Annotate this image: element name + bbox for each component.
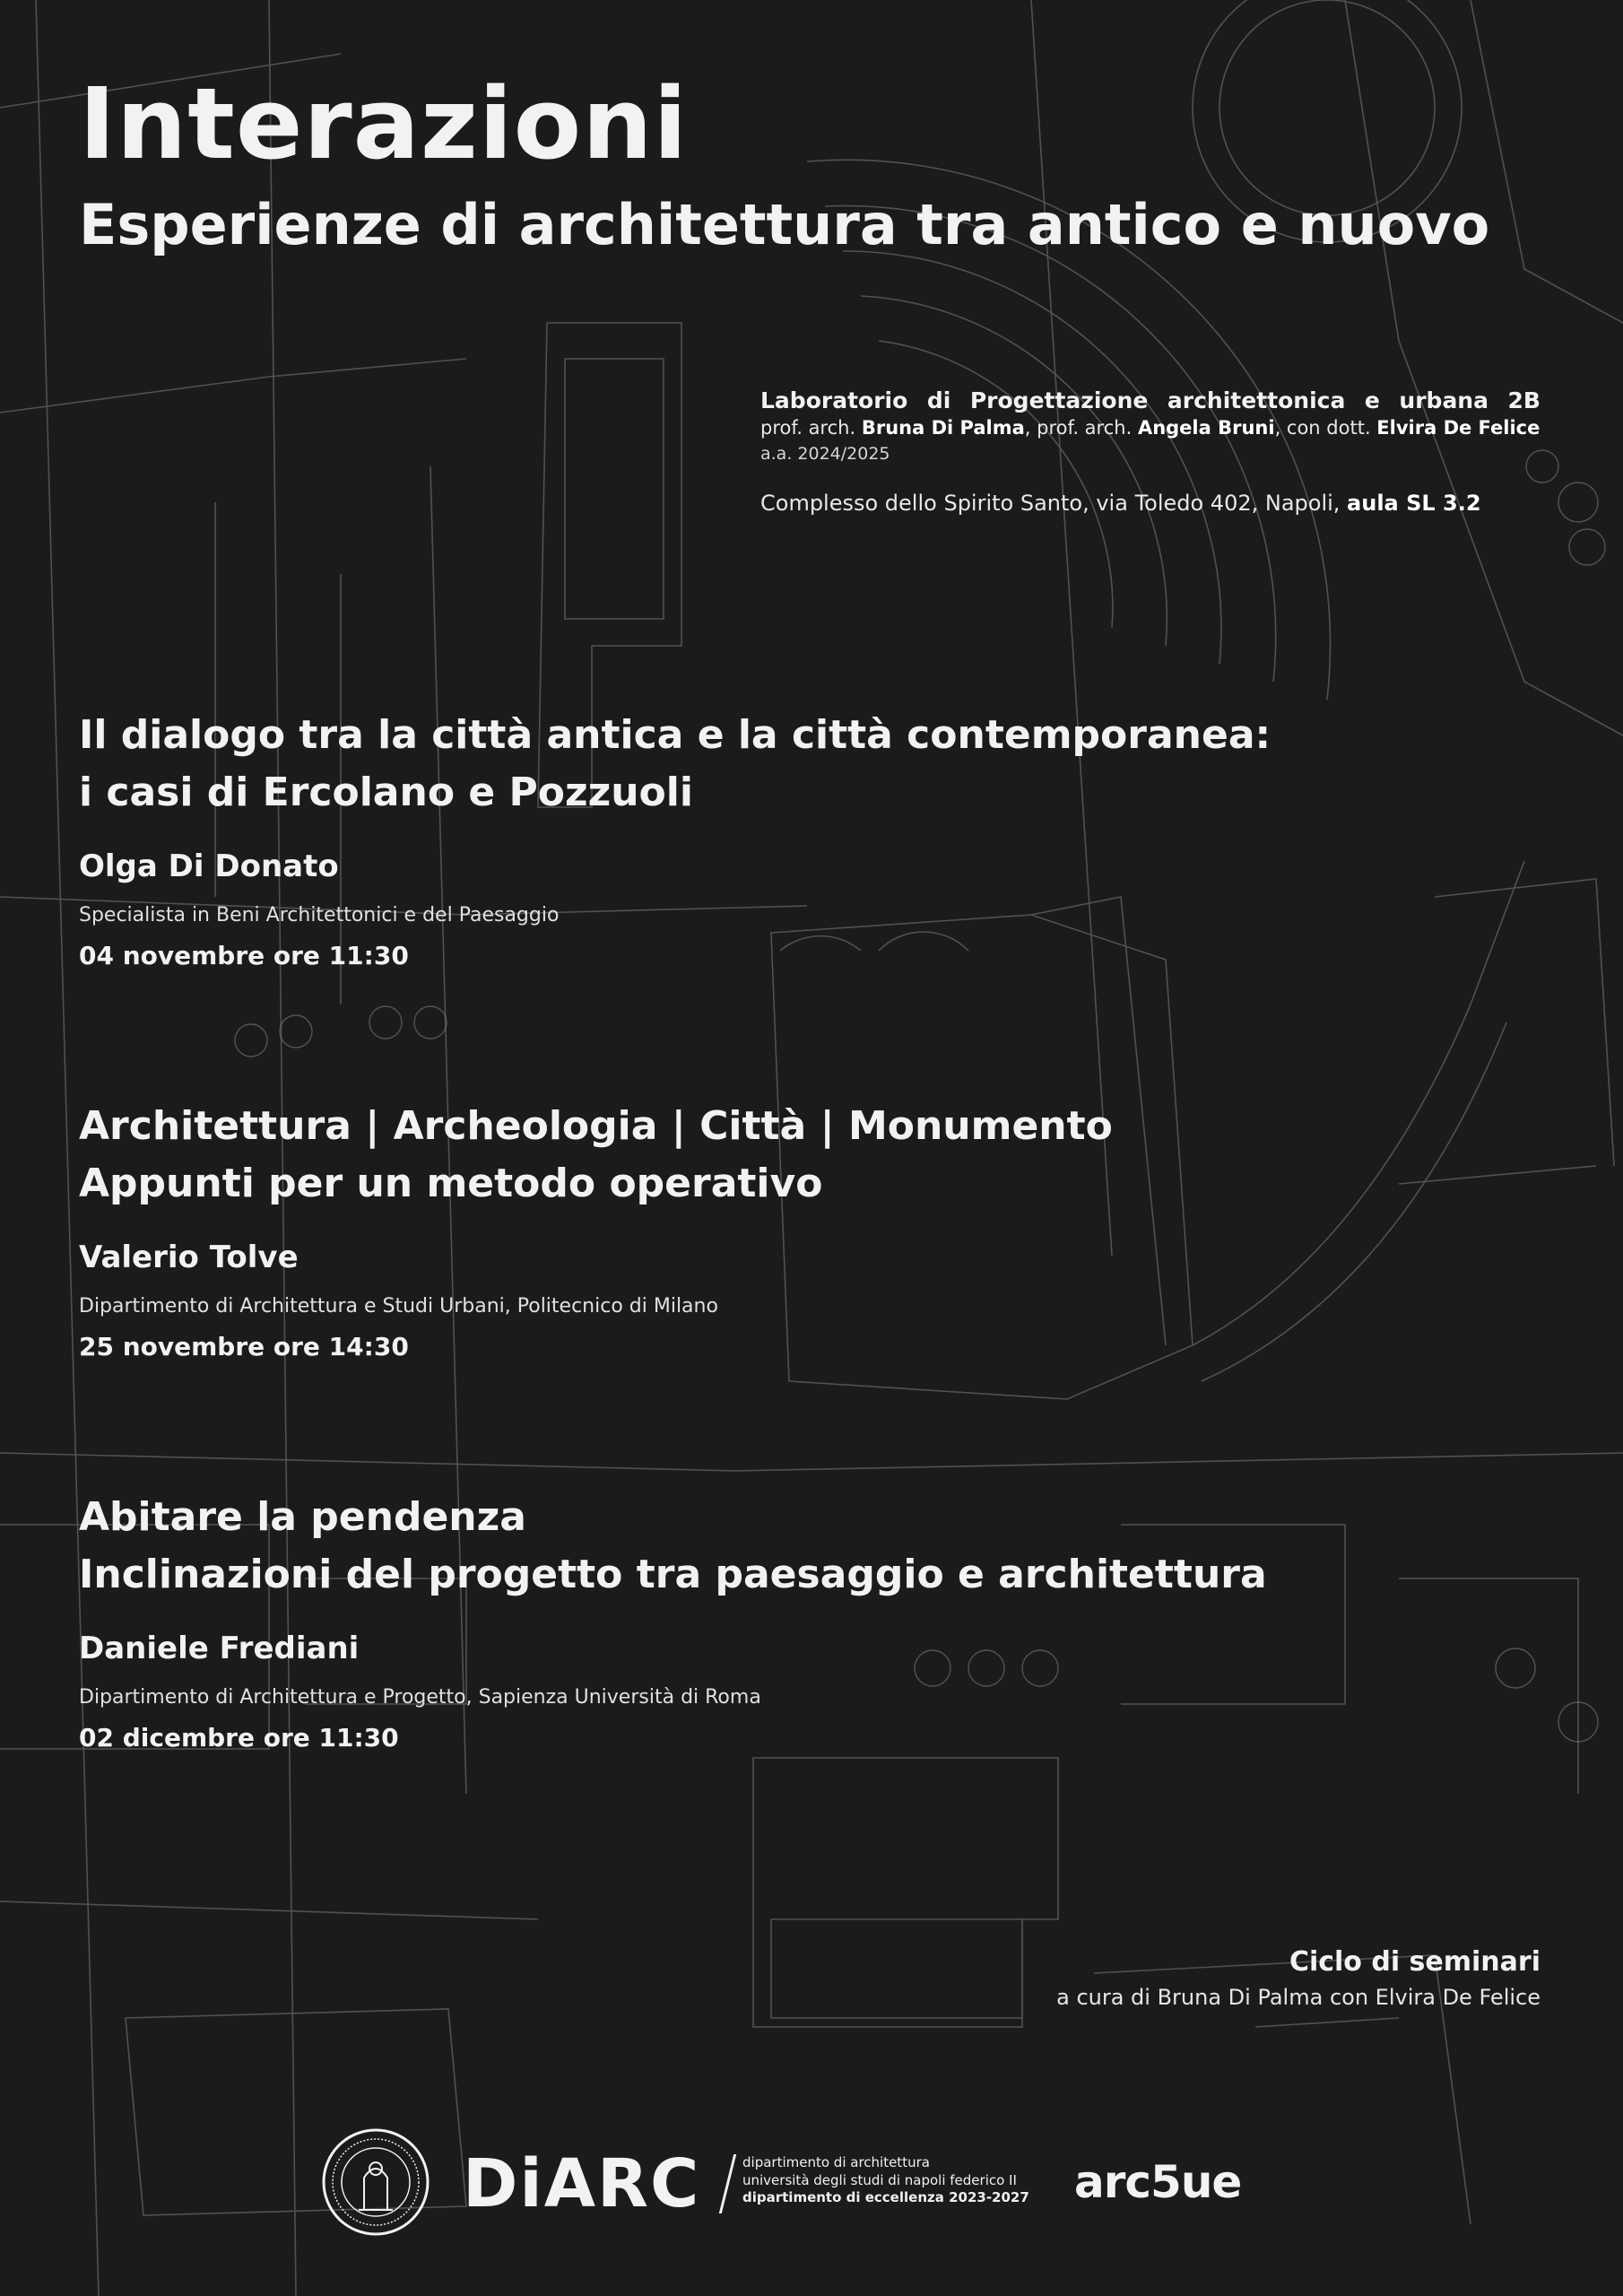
seminar-date: 02 dicembre ore 11:30: [79, 1722, 399, 1752]
cycle-title: Ciclo di seminari: [1289, 1946, 1541, 1978]
professors: prof. arch. Bruna Di Palma, prof. arch. Angela Bruni, con dott. Elvira De Felice: [760, 417, 1541, 439]
seminar-speaker: Valerio Tolve: [79, 1239, 299, 1275]
university-seal-icon: [321, 2127, 430, 2237]
seminar-3: [79, 1489, 1424, 1752]
academic-year: a.a. 2024/2025: [760, 444, 890, 464]
professor-name: Bruna Di Palma: [861, 417, 1025, 439]
lab-name: Laboratorio di Progettazione architettonica e urbana 2B: [760, 387, 1541, 413]
seminar-affiliation: Specialista in Beni Architettonici e del Paesaggio: [79, 903, 560, 926]
seminar-1: [79, 707, 1424, 970]
room: aula SL 3.2: [1347, 491, 1481, 516]
seminar-affiliation: Dipartimento di Architettura e Studi Urbani, Politecnico di Milano: [79, 1294, 718, 1318]
seminar-speaker: Daniele Frediani: [79, 1630, 360, 1666]
seminar-title: Il dialogo tra la città antica e la città contemporanea: i casi di Ercolano e Pozzuoli: [79, 712, 1271, 815]
venue: Complesso dello Spirito Santo, via Toledo 402, Napoli, aula SL 3.2: [760, 491, 1481, 516]
page-subtitle: Esperienze di architettura tra antico e nuovo: [79, 192, 1490, 257]
seminar-date: 04 novembre ore 11:30: [79, 940, 409, 970]
course-info: [760, 387, 1541, 516]
seminar-affiliation: Dipartimento di Architettura e Progetto, Sapienza Università di Roma: [79, 1685, 761, 1709]
diarc-caption: dipartimento di architettura università degli studi di napoli federico II dipartimento di eccellenza 2023-2027: [742, 2154, 1029, 2205]
cycle-curators: a cura di Bruna Di Palma con Elvira De Felice: [1056, 1985, 1541, 2010]
seminar-speaker: Olga Di Donato: [79, 848, 339, 884]
diarc-logo: DiARC: [463, 2145, 701, 2222]
seminar-2: [79, 1098, 1424, 1361]
page-title: Interazioni: [79, 66, 689, 181]
seminar-title: Architettura | Archeologia | Città | Monumento Appunti per un metodo operativo: [79, 1103, 1113, 1206]
assistant-name: Elvira De Felice: [1376, 417, 1541, 439]
professor-name: Angela Bruni: [1137, 417, 1275, 439]
seminar-cycle: [1056, 1946, 1541, 2010]
logo-divider: [719, 2154, 736, 2213]
seminar-title: Abitare la pendenza Inclinazioni del progetto tra paesaggio e architettura: [79, 1494, 1267, 1597]
logo-bar: [321, 2127, 1307, 2253]
seminar-date: 25 novembre ore 14:30: [79, 1331, 409, 1361]
arc5ue-logo: arc5ue: [1074, 2156, 1242, 2208]
